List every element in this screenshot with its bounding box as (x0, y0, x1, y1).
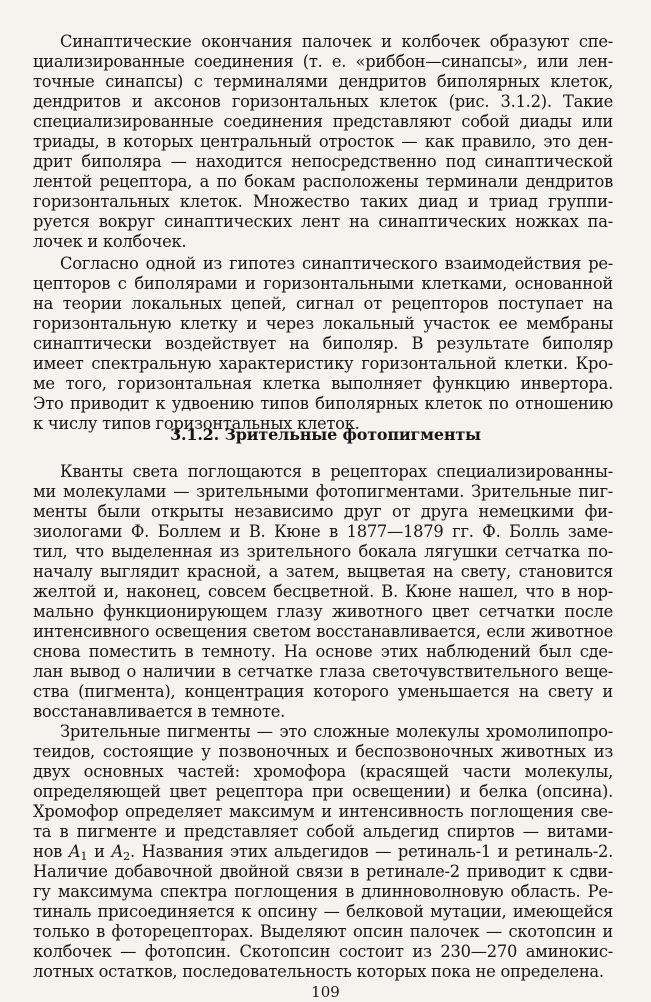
text-line: гу максимума спектра поглощения в длинноволновую область. Ре- (33, 882, 613, 901)
text-line: лан вывод о наличии в сетчатке глаза светочувствительного веще- (33, 662, 613, 681)
text-line: руется вокруг синаптических лент на синаптических ножках па- (33, 212, 613, 231)
text-line: ства (пигмента), концентрация которого уменьшается на свету и (33, 682, 613, 701)
page-number: 109 (311, 983, 340, 1001)
text-line: Это приводит к удвоению типов биполярных клеток по отношению (33, 394, 613, 413)
text-line: специализированные соединения представляют собой диады или (33, 112, 613, 131)
text-line: Зрительные пигменты — это сложные молекулы хромолипопро- (60, 722, 613, 741)
text-line: горизонтальных клеток. Множество таких диад и триад группи- (33, 192, 613, 211)
subscript-2: 2 (122, 848, 130, 863)
text-line: дендритов и аксонов горизонтальных клеток (рис. 3.1.2). Такие (33, 92, 613, 111)
text-line: циализированные соединения (т. е. «риббон—синапсы», или лен- (33, 52, 613, 71)
vitamin-a1-symbol: A (68, 842, 81, 861)
text-line: синаптически воздействует на биполяр. В результате биполяр (33, 334, 613, 353)
text-line: та в пигменте и представляет собой альдегид спиртов — витами- (33, 822, 613, 841)
text-line: Хромофор определяет максимум и интенсивность поглощения све- (33, 802, 613, 821)
text-line: определяющей цвет рецептора при освещении) и белка (опсина). (33, 782, 613, 801)
text-line: на теории локальных цепей, сигнал от рецепторов поступает на (33, 294, 613, 313)
text-line: ме того, горизонтальная клетка выполняет функцию инвертора. (33, 374, 613, 393)
text-line: тил, что выделенная из зрительного бокала лягушки сетчатка по- (33, 542, 613, 561)
text-line: желтой и, наконец, совсем бесцветной. В. Кюне нашел, что в нор- (33, 582, 613, 601)
text-line: лотных остатков, последовательность которых пока не определена. (33, 962, 604, 981)
text-line: горизонтальную клетку и через локальный участок ее мембраны (33, 314, 613, 333)
text-line: снова поместить в темноту. На основе этих наблюдений был сде- (33, 642, 613, 661)
text-line-vitamins (33, 842, 613, 862)
text-line: цепторов с биполярами и горизонтальными клетками, основанной (33, 274, 613, 293)
text-fragment: нов (33, 842, 69, 861)
text-line: колбочек — фотопсин. Скотопсин состоит из 230—270 аминокис- (33, 942, 613, 961)
text-line: интенсивного освещения светом восстанавливается, если животное (33, 622, 613, 641)
text-fragment: . Названия этих альдегидов — ретиналь-1 и ретиналь-2. (129, 842, 613, 861)
text-line: менты были открыты независимо друг от друга немецкими фи- (33, 502, 613, 521)
text-line: точные синапсы) с терминалями дендритов биполярных клеток, (33, 72, 613, 91)
text-line: только в фоторецепторах. Выделяют опсин палочек — скотопсин и (33, 922, 613, 941)
text-line: мально функционирующем глазу животного цвет сетчатки после (33, 602, 613, 621)
text-line: лочек и колбочек. (33, 232, 187, 251)
text-line: двух основных частей: хромофора (красящей части молекулы, (33, 762, 613, 781)
text-line: дрит биполяра — находится непосредственно под синаптической (33, 152, 613, 171)
text-line: Наличие добавочной двойной связи в ретинале-2 приводит к сдви- (33, 862, 613, 881)
text-line: тиналь присоединяется к опсину — белковой мутации, имеющейся (33, 902, 613, 921)
text-fragment: и (87, 842, 112, 861)
text-line: Кванты света поглощаются в рецепторах специализированны- (60, 462, 613, 481)
section-heading: 3.1.2. Зрительные фотопигменты (170, 425, 481, 444)
text-line: ми молекулами — зрительными фотопигментами. Зрительные пиг- (33, 482, 613, 501)
vitamin-a2-symbol: A (111, 842, 123, 861)
subscript-1: 1 (80, 848, 88, 863)
text-line: Синаптические окончания палочек и колбочек образуют спе- (60, 32, 613, 51)
text-line: лентой рецептора, а по бокам расположены терминали дендритов (33, 172, 613, 191)
text-line: имеет спектральную характеристику горизонтальной клетки. Кро- (33, 354, 613, 373)
text-line: к числу типов горизонтальных клеток. (33, 414, 360, 433)
text-line: началу выглядит красной, а затем, выцветая на свету, становится (33, 562, 613, 581)
text-line: триады, в которых центральный отросток — как правило, это ден- (33, 132, 613, 151)
text-line: восстанавливается в темноте. (33, 702, 286, 721)
text-line: Согласно одной из гипотез синаптического взаимодействия ре- (60, 254, 613, 273)
text-line: зиологами Ф. Боллем и В. Кюне в 1877—1879 гг. Ф. Болль заме- (33, 522, 613, 541)
text-line: теидов, состоящие у позвоночных и беспозвоночных животных из (33, 742, 613, 761)
